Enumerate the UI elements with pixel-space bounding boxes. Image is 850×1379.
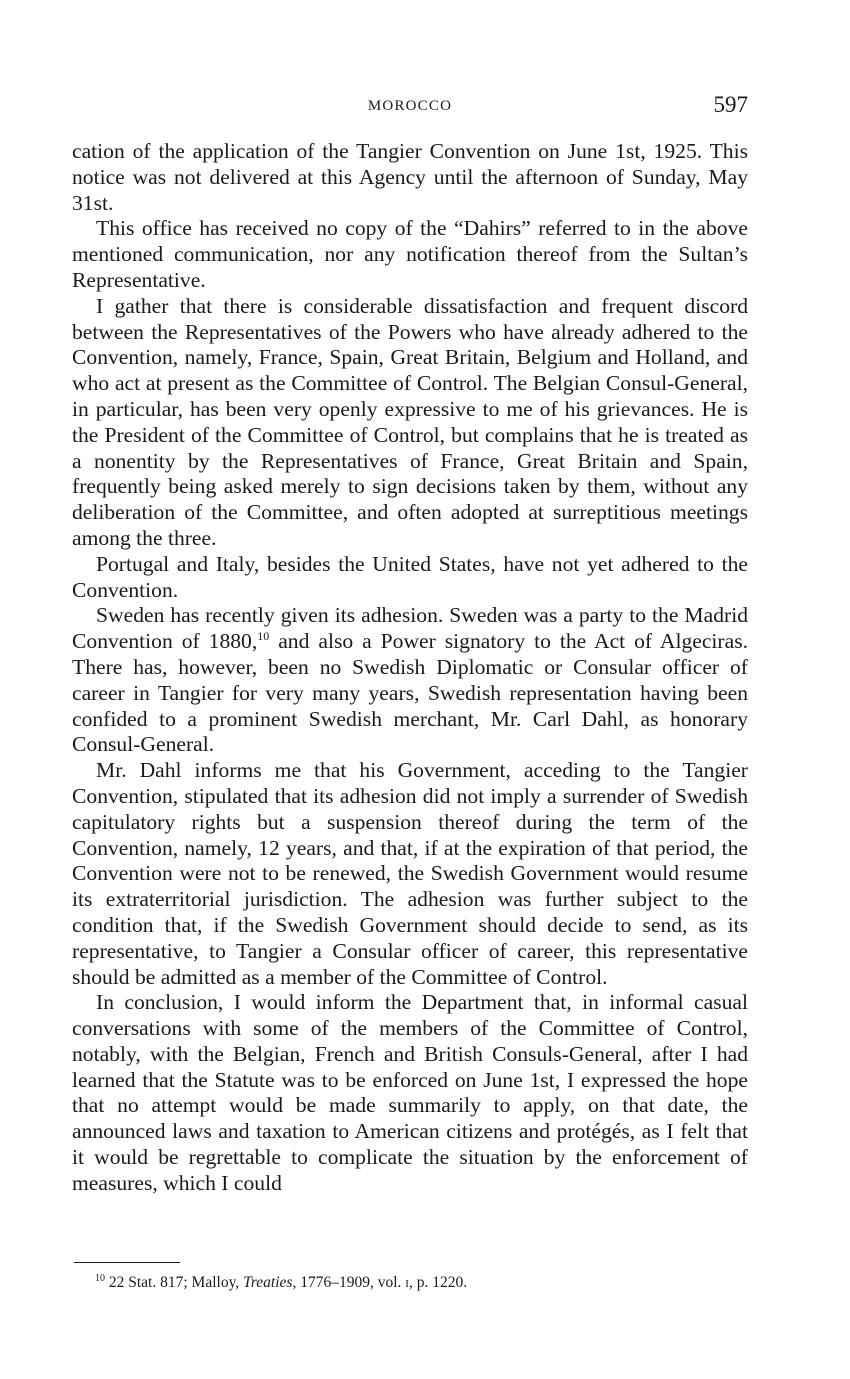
footnote-volume: i — [405, 1274, 409, 1291]
footnote-text-1: 22 Stat. 817; Malloy, — [105, 1274, 244, 1291]
footnote-treaties-title: Treaties — [243, 1274, 293, 1291]
paragraph-conclusion: In conclusion, I would inform the Department that, in informal casual conversations with some of the members of the Committee of Control, notably, with the Belgian, French and British Consuls-General, after I had learned that the Statute was to be enforced on June 1st, I expressed the hope that no attempt would be made summarily to apply, on that date, the announced laws and taxation to American citizens and protégés, as I felt that it would be regrettable to complicate the situation by the enforcement of measures, which I could — [72, 990, 748, 1195]
footnote-reference[interactable]: 10 — [257, 628, 270, 643]
footnote — [95, 1273, 467, 1293]
footnote-text-2: , 1776–1909, vol. — [292, 1274, 406, 1291]
footnote-text-3: , p. 1220. — [408, 1274, 468, 1291]
paragraph-continued: cation of the application of the Tangier Convention on June 1st, 1925. This notice was not delivered at this Agency until the afternoon of Sunday, May 31st. — [72, 139, 748, 215]
paragraph-dissatisfaction: I gather that there is considerable dissatisfaction and frequent discord between the Representatives of the Powers who have already adhered to the Convention, namely, France, Spain, Great Britain, Belgium and Holland, and who act at present as the Committee of Control. The Belgian Consul-General, in particular, has been very openly expressive to me of his grievances. He is the President of the Committee of Control, but complains that he is treated as a nonentity by the Representatives of France, Great Britain and Spain, frequently being asked merely to sign decisions taken by them, without any deliberation of the Committee, and often adopted at surreptitious meetings among the three. — [72, 293, 748, 550]
paragraph-portugal-italy: Portugal and Italy, besides the United States, have not yet adhered to the Convention. — [72, 551, 748, 602]
paragraph-sweden-text-1: Sweden has recently given its adhesion. Sweden was a party to the Madrid Convention of 1880, — [72, 603, 748, 654]
paragraph-dahl: Mr. Dahl informs me that his Government, acceding to the Tangier Convention, stipulated that its adhesion did not imply a surrender of Swedish capitulatory rights but a suspension thereof during the term of the Convention, namely, 12 years, and that, if at the expiration of that period, the Convention were not to be renewed, the Swedish Government would resume its extraterritorial jurisdiction. The adhesion was further subject to the condition that, if the Swedish Government should decide to send, as its representative, to Tangier a Consular officer of career, this representative should be admitted as a member of the Committee of Control. — [72, 758, 748, 989]
paragraph-sweden — [72, 603, 748, 758]
paragraph-sweden-text-2: and also a Power signatory to the Act of Algeciras. There has, however, been no Swedish Diplomatic or Consular officer of career in Tangier for very many years, Swedish representation having been confided to a prominent Swedish merchant, Mr. Carl Dahl, as honorary Consul-General. — [72, 629, 749, 757]
footnote-divider — [74, 1262, 180, 1263]
paragraph-dahirs: This office has received no copy of the “Dahirs” referred to in the above mentioned communication, nor any notification thereof from the Sultan’s Representative. — [72, 216, 748, 292]
footnote-mark: 10 — [95, 1272, 105, 1284]
page-number: 597 — [713, 92, 748, 117]
running-title: MOROCCO — [367, 98, 453, 114]
running-header — [72, 92, 748, 122]
body-text — [72, 139, 748, 1197]
